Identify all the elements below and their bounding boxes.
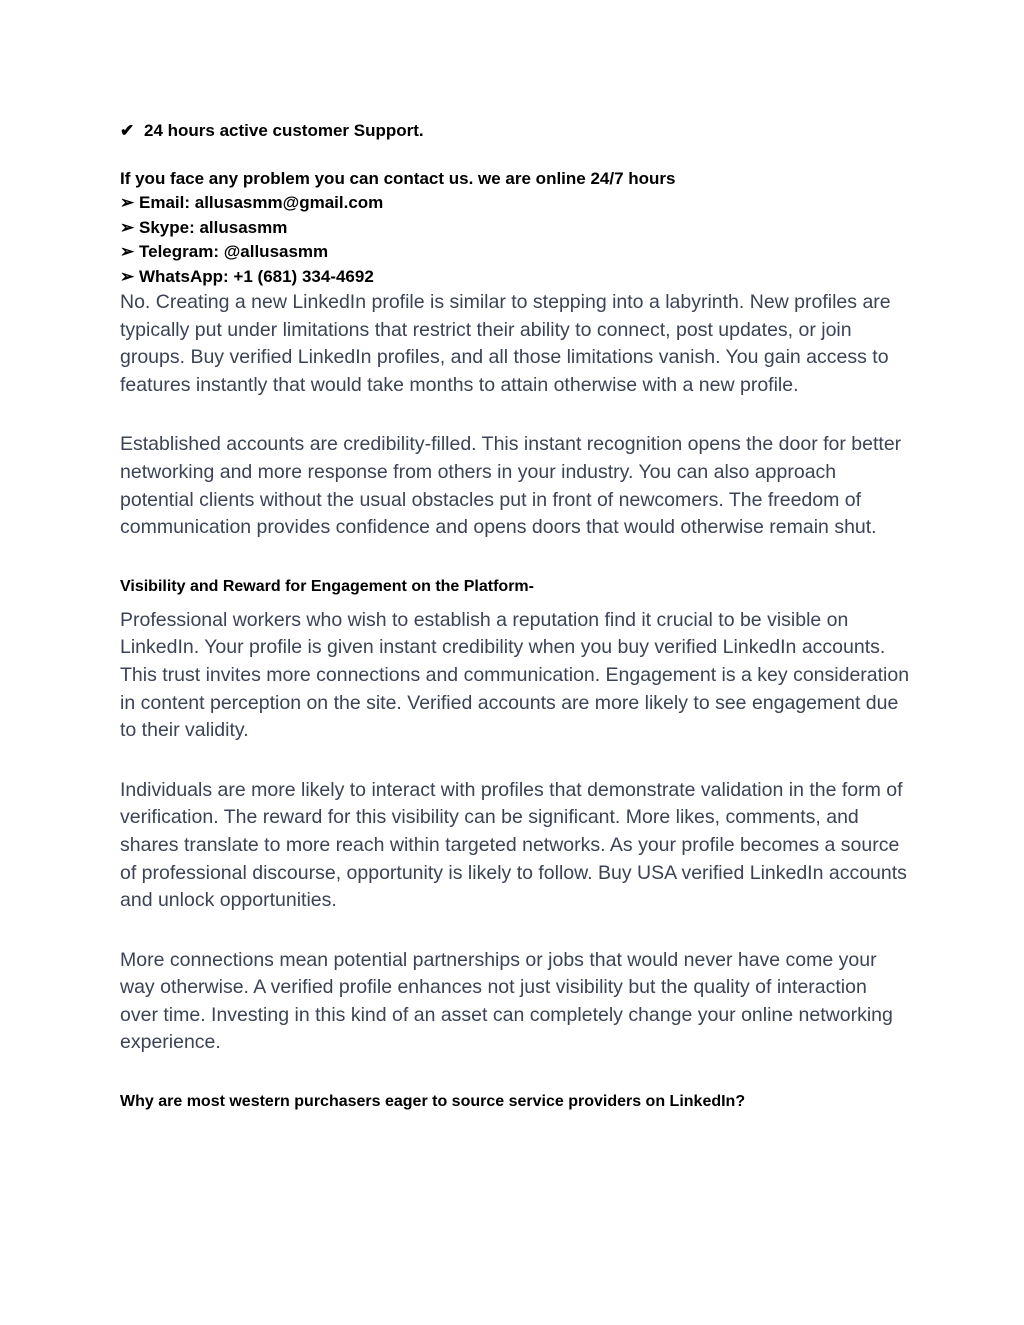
contact-whatsapp: WhatsApp: +1 (681) 334-4692 — [139, 266, 374, 286]
contact-intro: If you face any problem you can contact us. we are online 24/7 hours — [120, 169, 676, 188]
paragraph-spacer — [120, 745, 910, 777]
contact-skype: Skype: allusasmm — [139, 217, 288, 237]
paragraph-spacer — [120, 399, 910, 431]
support-line — [120, 119, 910, 143]
article-body — [120, 289, 910, 1112]
arrow-icon: ➢ — [120, 266, 135, 286]
contact-telegram: Telegram: @allusasmm — [139, 242, 329, 261]
contact-block — [120, 119, 910, 289]
contact-whatsapp-row — [120, 265, 910, 290]
heading-spacer — [120, 597, 910, 607]
heading-spacer — [120, 1057, 910, 1092]
contact-email: Email: allusasmm@gmail.com — [139, 193, 384, 212]
arrow-icon: ➢ — [120, 217, 135, 237]
support-text: 24 hours active customer Support. — [144, 121, 424, 140]
heading-spacer — [120, 542, 910, 577]
paragraph: Established accounts are credibility-filled. This instant recognition opens the door for better networking and more response from others in your industry. You can also approach potential clients without the usual obstacles put in front of newcomers. The freedom of communication provides confidence and opens doors that would otherwise remain shut. — [120, 433, 902, 539]
paragraph: No. Creating a new LinkedIn profile is similar to stepping into a labyrinth. New profiles are typically put under limitations that restrict their ability to connect, post updates, or join groups. Buy verified LinkedIn profiles, and all those limitations vanish. You gain access to features instantly that would take months to attain otherwise with a new profile. — [120, 291, 891, 396]
arrow-icon: ➢ — [120, 193, 135, 212]
arrow-icon: ➢ — [120, 242, 135, 261]
checkmark-icon: ✔ — [120, 121, 135, 140]
contact-skype-row — [120, 216, 910, 241]
section-heading: Visibility and Reward for Engagement on the Platform- — [120, 577, 534, 595]
paragraph: Professional workers who wish to establish a reputation find it crucial to be visible on LinkedIn. Your profile is given instant credibility when you buy verified LinkedIn accounts. This trust invites more connections and communication. Engagement is a key consideration in content perception on the site. Verified accounts are more likely to see engagement due to their validity. — [120, 608, 910, 742]
paragraph: Individuals are more likely to interact with profiles that demonstrate validation in the form of verification. The reward for this visibility can be significant. More likes, comments, and shares translate to more reach within targeted networks. As your profile becomes a source of professional discourse, opportunity is likely to follow. Buy USA verified LinkedIn accounts and unlock opportunities. — [120, 778, 907, 912]
paragraph-spacer — [120, 915, 910, 947]
section-heading: Why are most western purchasers eager to source service providers on LinkedIn? — [120, 1093, 746, 1111]
contact-telegram-row — [120, 240, 910, 265]
paragraph: More connections mean potential partnerships or jobs that would never have come your way otherwise. A verified profile enhances not just visibility but the quality of interaction over time. Investing in this kind of an asset can completely change your online networking experience. — [120, 948, 893, 1054]
contact-email-row — [120, 191, 910, 216]
